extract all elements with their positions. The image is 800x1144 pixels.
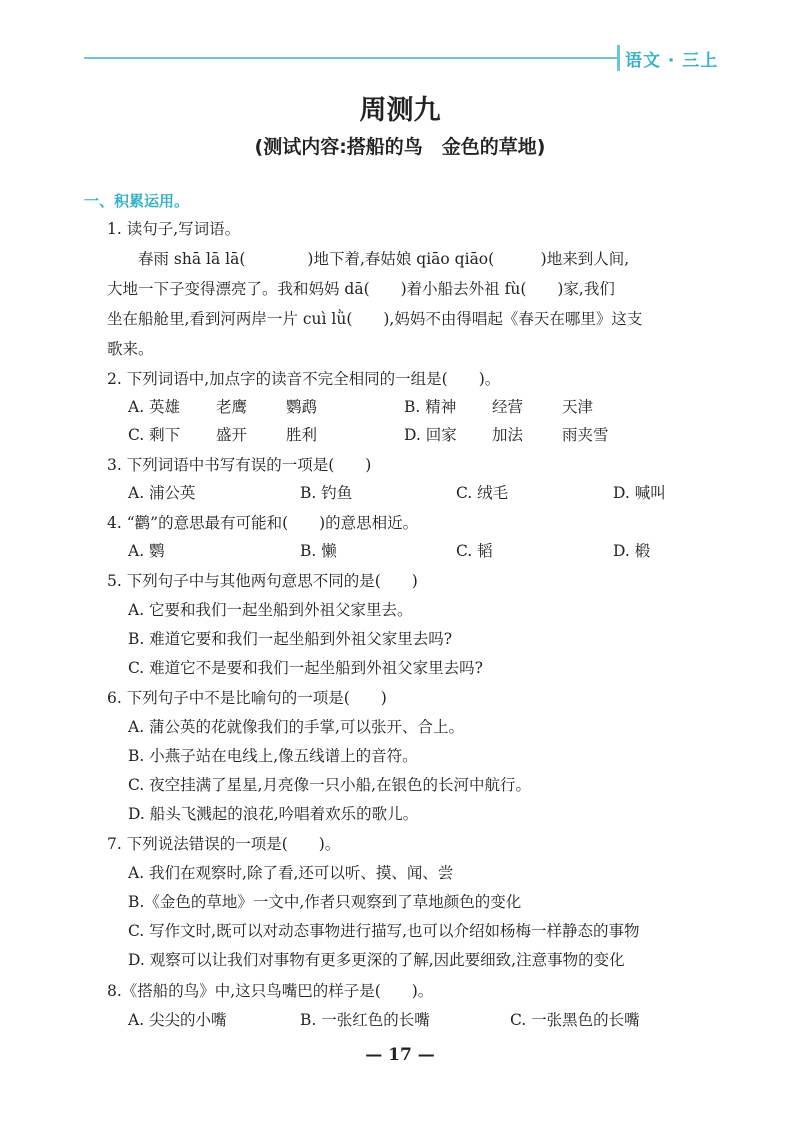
q6-option: B. 小燕子站在电线上,像五线谱上的音符。 xyxy=(128,747,418,765)
q4-option: A. 鹦 xyxy=(128,542,165,560)
q2-option-a-word: 老鹰 xyxy=(216,398,248,416)
page-number: — 17 — xyxy=(365,1045,435,1065)
q1-paragraph-line: 春雨 shā lā lā( )地下着,春姑娘 qiāo qiāo( )地来到人间, xyxy=(107,250,630,268)
q5-option: B. 难道它要和我们一起坐船到外祖父家里去吗? xyxy=(128,630,453,648)
q6-option: D. 船头飞溅起的浪花,吟唱着欢乐的歌儿。 xyxy=(128,805,419,823)
q5-option: A. 它要和我们一起坐船到外祖父家里去。 xyxy=(128,601,413,619)
q4-option: B. 懒 xyxy=(300,542,337,560)
q2-option-d-label: D. 回家 xyxy=(404,426,457,444)
q2-option-b-label: B. 精神 xyxy=(404,398,457,416)
header-rule xyxy=(84,57,620,59)
q3-option: A. 浦公英 xyxy=(128,484,196,502)
q8-option: A. 尖尖的小嘴 xyxy=(128,1011,227,1029)
q2-option-c-label: C. 剩下 xyxy=(128,426,181,444)
q2-option-a-label: A. 英雄 xyxy=(128,398,181,416)
q5-stem: 5. 下列句子中与其他两句意思不同的是( ) xyxy=(107,572,418,590)
q8-stem: 8.《搭船的鸟》中,这只鸟嘴巴的样子是( )。 xyxy=(107,982,434,1000)
subject-label: 语文 · 三上 xyxy=(625,51,719,71)
section-heading: 一、积累运用。 xyxy=(84,192,190,210)
test-scope: (测试内容:搭船的鸟 金色的草地) xyxy=(254,136,546,158)
q6-stem: 6. 下列句子中不是比喻句的一项是( ) xyxy=(107,689,387,707)
q2-option-b-word: 天津 xyxy=(562,398,594,416)
q7-option: B.《金色的草地》一文中,作者只观察到了草地颜色的变化 xyxy=(128,893,522,911)
q2-option-c-word: 胜利 xyxy=(286,426,318,444)
q4-stem: 4. “鹳”的意思最有可能和( )的意思相近。 xyxy=(107,514,419,532)
q1-paragraph-line: 大地一下子变得漂亮了。我和妈妈 dā( )着小船去外祖 fù( )家,我们 xyxy=(107,280,615,298)
q8-option: C. 一张黑色的长嘴 xyxy=(510,1011,640,1029)
header-divider xyxy=(617,45,620,71)
q7-option: A. 我们在观察时,除了看,还可以听、摸、闻、尝 xyxy=(128,864,454,882)
q2-option-b-word: 经营 xyxy=(492,398,524,416)
q8-option: B. 一张红色的长嘴 xyxy=(300,1011,430,1029)
q6-option: A. 蒲公英的花就像我们的手掌,可以张开、合上。 xyxy=(128,718,464,736)
q1-paragraph-line: 坐在船舱里,看到河两岸一片 cuì lǜ( ),妈妈不由得唱起《春天在哪里》这支 xyxy=(107,310,643,328)
q5-option: C. 难道它不是要和我们一起坐船到外祖父家里去吗? xyxy=(128,659,483,677)
q1-paragraph-line: 歌来。 xyxy=(107,340,154,358)
q2-option-d-word: 加法 xyxy=(492,426,524,444)
q2-stem: 2. 下列词语中,加点字的读音不完全相同的一组是( )。 xyxy=(107,370,501,388)
q2-option-a-word: 鹦鹉 xyxy=(286,398,318,416)
q6-option: C. 夜空挂满了星星,月亮像一只小船,在银色的长河中航行。 xyxy=(128,776,532,794)
q3-stem: 3. 下列词语中书写有误的一项是( ) xyxy=(107,456,372,474)
page-title: 周测九 xyxy=(359,95,441,126)
q3-option: C. 绒毛 xyxy=(456,484,509,502)
q4-option: C. 韬 xyxy=(456,542,493,560)
q3-option: B. 钓鱼 xyxy=(300,484,353,502)
q1-stem: 1. 读句子,写词语。 xyxy=(107,220,241,238)
q7-option: C. 写作文时,既可以对动态事物进行描写,也可以介绍如杨梅一样静态的事物 xyxy=(128,922,640,940)
q3-option: D. 喊叫 xyxy=(613,484,666,502)
q2-option-d-word: 雨夹雪 xyxy=(562,426,609,444)
q2-option-c-word: 盛开 xyxy=(216,426,248,444)
q7-stem: 7. 下列说法错误的一项是( )。 xyxy=(107,835,341,853)
q4-option: D. 椴 xyxy=(613,542,651,560)
q7-option: D. 观察可以让我们对事物有更多更深的了解,因此要细致,注意事物的变化 xyxy=(128,951,625,969)
